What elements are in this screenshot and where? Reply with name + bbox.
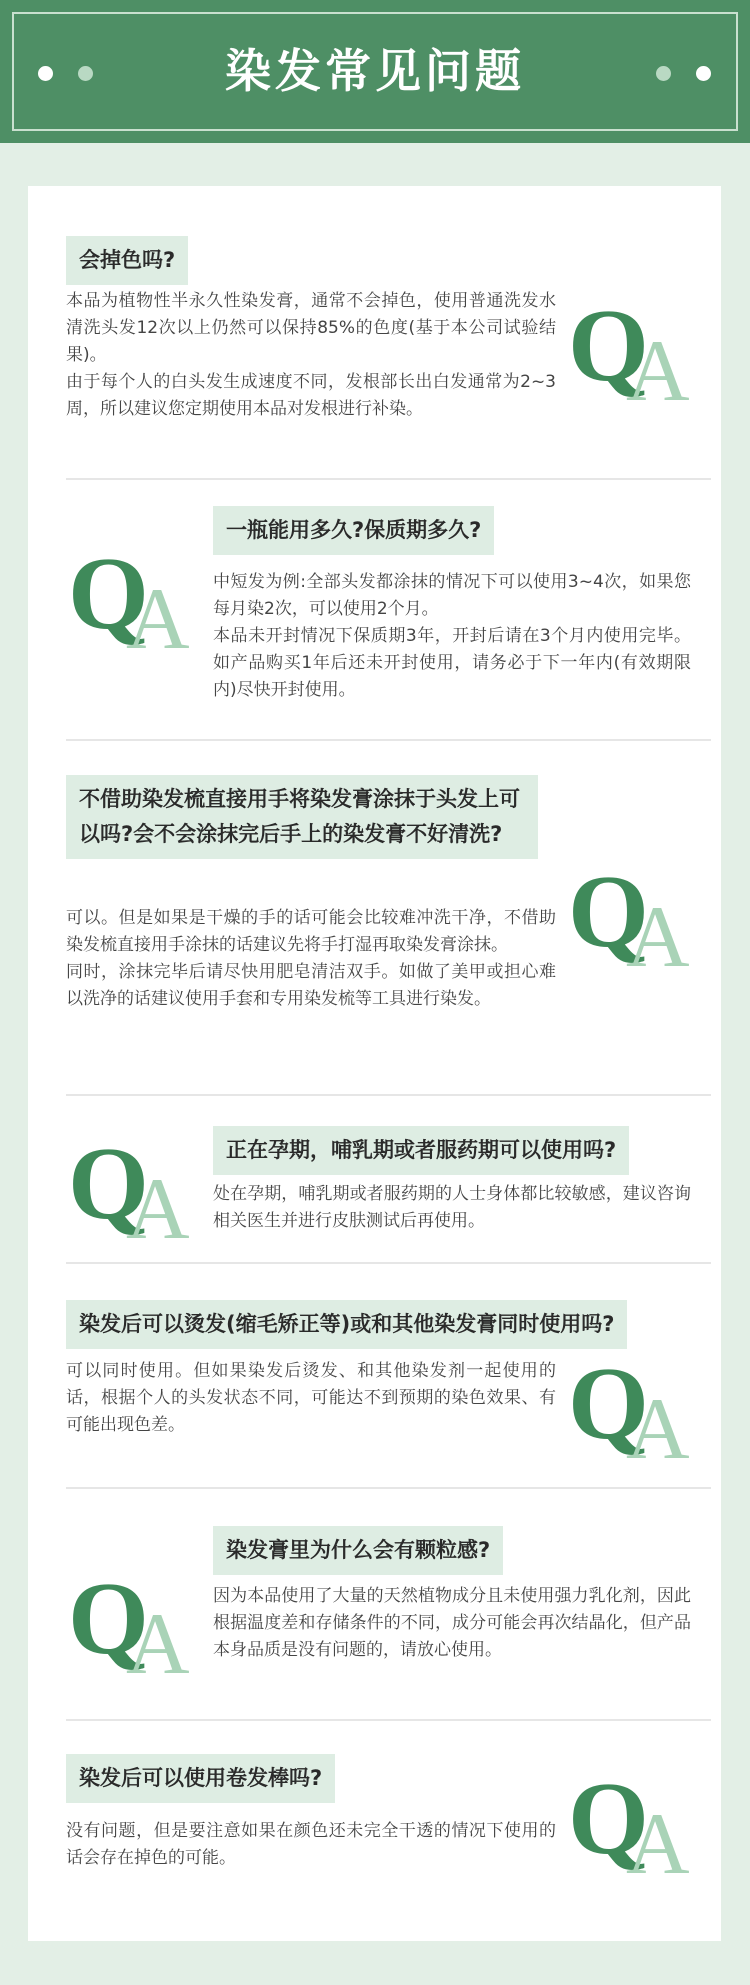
faq-answer-3 <box>66 905 556 1013</box>
faq-answer-3-para-1: 可以。但是如果是干燥的手的话可能会比较难冲洗干净，不借助染发梳直接用手涂抹的话建议先将手打湿再取染发膏涂抹。 <box>66 908 556 955</box>
svg-text:A: A <box>126 1596 190 1681</box>
faq-question-5: 染发后可以烫发(缩毛矫正等)或和其他染发膏同时使用吗? <box>66 1300 627 1349</box>
svg-text:Q: Q <box>568 854 649 969</box>
svg-text:A: A <box>626 1796 690 1881</box>
svg-text:A: A <box>126 571 190 656</box>
faq-question-6: 染发膏里为什么会有颗粒感? <box>213 1526 503 1575</box>
faq-answer-2 <box>213 569 691 704</box>
qa-logo-icon <box>568 1761 698 1881</box>
svg-text:Q: Q <box>68 1126 149 1241</box>
faq-answer-2-para-2: 本品未开封情况下保质期3年，开封后请在3个月内使用完毕。如产品购买1年后还未开封使用，请务必于下一年内(有效期限内)尽快开封使用。 <box>213 626 691 700</box>
page-header <box>0 0 750 143</box>
svg-text:Q: Q <box>568 1761 649 1876</box>
faq-answer-6 <box>213 1583 691 1664</box>
svg-text:A: A <box>626 1381 690 1466</box>
faq-answer-7 <box>66 1818 556 1872</box>
qa-logo-icon <box>68 536 198 656</box>
faq-question-7: 染发后可以使用卷发棒吗? <box>66 1754 335 1803</box>
faq-question-4: 正在孕期，哺乳期或者服药期可以使用吗? <box>213 1126 629 1175</box>
faq-answer-5 <box>66 1358 556 1439</box>
qa-logo-icon <box>568 854 698 974</box>
faq-answer-1 <box>66 288 556 423</box>
svg-text:Q: Q <box>68 1561 149 1676</box>
faq-divider-6 <box>66 1719 711 1721</box>
faq-answer-5-para-1: 可以同时使用。但如果染发后烫发、和其他染发剂一起使用的话，根据个人的头发状态不同，可能达不到预期的染色效果、有可能出现色差。 <box>66 1361 556 1435</box>
faq-divider-2 <box>66 739 711 741</box>
svg-text:Q: Q <box>568 1346 649 1461</box>
faq-answer-4 <box>213 1181 691 1235</box>
svg-text:Q: Q <box>568 288 649 403</box>
svg-text:Q: Q <box>68 536 149 651</box>
page-title: 染发常见问题 <box>225 44 525 98</box>
faq-answer-1-para-1: 本品为植物性半永久性染发膏，通常不会掉色，使用普通洗发水清洗头发12次以上仍然可以保持85%的色度(基于本公司试验结果)。 <box>66 291 556 365</box>
faq-divider-5 <box>66 1487 711 1489</box>
qa-logo-icon <box>68 1126 198 1246</box>
faq-answer-2-para-1: 中短发为例:全部头发都涂抹的情况下可以使用3~4次，如果您每月染2次，可以使用2个月。 <box>213 572 691 619</box>
faq-question-3: 不借助染发梳直接用手将染发膏涂抹于头发上可以吗?会不会涂抹完后手上的染发膏不好清洗? <box>66 775 538 859</box>
faq-divider-1 <box>66 478 711 480</box>
qa-logo-icon <box>68 1561 198 1681</box>
faq-question-1: 会掉色吗? <box>66 236 188 285</box>
faq-divider-4 <box>66 1262 711 1264</box>
faq-answer-7-para-1: 没有问题，但是要注意如果在颜色还未完全干透的情况下使用的话会存在掉色的可能。 <box>66 1821 556 1868</box>
svg-text:A: A <box>626 889 690 974</box>
svg-text:A: A <box>626 323 690 408</box>
qa-logo-icon <box>568 1346 698 1466</box>
qa-logo-icon <box>568 288 698 408</box>
faq-answer-3-para-2: 同时，涂抹完毕后请尽快用肥皂清洁双手。如做了美甲或担心难以洗净的话建议使用手套和专用染发梳等工具进行染发。 <box>66 962 556 1009</box>
faq-answer-1-para-2: 由于每个人的白头发生成速度不同，发根部长出白发通常为2~3周，所以建议您定期使用本品对发根进行补染。 <box>66 372 556 419</box>
faq-question-2: 一瓶能用多久?保质期多久? <box>213 506 494 555</box>
faq-card <box>28 186 721 1941</box>
faq-answer-4-para-1: 处在孕期，哺乳期或者服药期的人士身体都比较敏感，建议咨询相关医生并进行皮肤测试后再使用。 <box>213 1184 691 1231</box>
faq-answer-6-para-1: 因为本品使用了大量的天然植物成分且未使用强力乳化剂，因此根据温度差和存储条件的不同，成分可能会再次结晶化，但产品本身品质是没有问题的，请放心使用。 <box>213 1586 691 1660</box>
svg-text:A: A <box>126 1161 190 1246</box>
faq-divider-3 <box>66 1094 711 1096</box>
